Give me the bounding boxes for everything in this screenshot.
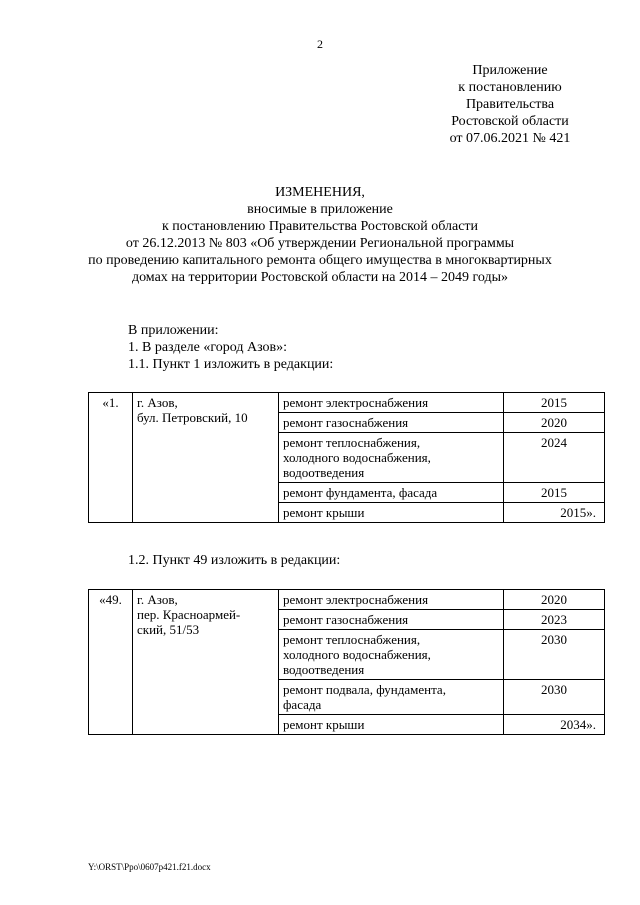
appendix-line: Ростовской области <box>451 114 569 129</box>
work-type: ремонт электроснабжения <box>279 393 504 413</box>
work-type <box>279 680 504 715</box>
intro-line: 1. В разделе «город Азов»: <box>128 340 288 355</box>
table-row <box>89 393 605 413</box>
title-line: от 26.12.2013 № 803 «Об утверждении Региональной программы <box>125 236 515 251</box>
appendix-line: Приложение <box>472 63 548 78</box>
intro-line: В приложении: <box>128 323 219 338</box>
work-type: ремонт крыши <box>279 503 504 523</box>
address-line: г. Азов, <box>137 395 178 410</box>
work-type: ремонт газоснабжения <box>279 413 504 433</box>
table-item-49 <box>88 589 605 735</box>
appendix-line: Правительства <box>465 97 555 112</box>
intro-line: 1.1. Пункт 1 изложить в редакции: <box>128 357 334 372</box>
work-year: 2015 <box>504 483 605 503</box>
work-year: 2030 <box>504 630 605 680</box>
item-number: «49. <box>89 590 133 735</box>
work-year: 2034». <box>504 715 605 735</box>
work-type: ремонт газоснабжения <box>279 610 504 630</box>
item-address <box>133 590 279 735</box>
work-line: ремонт теплоснабжения, <box>283 435 421 450</box>
work-line: фасада <box>283 697 322 712</box>
document-title <box>60 184 580 286</box>
work-year: 2030 <box>504 680 605 715</box>
work-type: ремонт крыши <box>279 715 504 735</box>
work-year: 2020 <box>504 413 605 433</box>
work-line: водоотведения <box>283 662 365 677</box>
appendix-line: к постановлению <box>458 80 562 95</box>
address-line: ский, 51/53 <box>137 622 200 637</box>
work-year: 2023 <box>504 610 605 630</box>
address-line: бул. Петровский, 10 <box>137 410 248 425</box>
title-line: по проведению капитального ремонта общего имущества в многоквартирных <box>88 253 552 268</box>
work-type <box>279 433 504 483</box>
work-line: ремонт подвала, фундамента, <box>283 682 446 697</box>
section-2-label: 1.2. Пункт 49 изложить в редакции: <box>128 553 341 568</box>
item-address <box>133 393 279 523</box>
title-line: к постановлению Правительства Ростовской области <box>161 219 479 234</box>
work-line: холодного водоснабжения, <box>283 450 431 465</box>
work-line: водоотведения <box>283 465 365 480</box>
work-type <box>279 630 504 680</box>
appendix-line: от 07.06.2021 № 421 <box>449 131 571 146</box>
work-year: 2015». <box>504 503 605 523</box>
footer-file-path: Y:\ORST\Ppo\0607p421.f21.docx <box>88 862 211 872</box>
work-year: 2024 <box>504 433 605 483</box>
work-type: ремонт фундамента, фасада <box>279 483 504 503</box>
title-heading: ИЗМЕНЕНИЯ, <box>275 185 365 200</box>
appendix-header <box>420 62 600 147</box>
page-number: 2 <box>317 37 323 51</box>
table-item-1 <box>88 392 605 523</box>
title-line: домах на территории Ростовской области на 2014 – 2049 годы» <box>131 270 509 285</box>
intro-text <box>128 322 333 373</box>
work-year: 2020 <box>504 590 605 610</box>
work-year: 2015 <box>504 393 605 413</box>
title-line: вносимые в приложение <box>247 202 393 217</box>
address-line: пер. Красноармей- <box>137 607 241 622</box>
work-type: ремонт электроснабжения <box>279 590 504 610</box>
work-line: ремонт теплоснабжения, <box>283 632 421 647</box>
address-line: г. Азов, <box>137 592 178 607</box>
item-number: «1. <box>89 393 133 523</box>
work-line: холодного водоснабжения, <box>283 647 431 662</box>
table-row <box>89 590 605 610</box>
